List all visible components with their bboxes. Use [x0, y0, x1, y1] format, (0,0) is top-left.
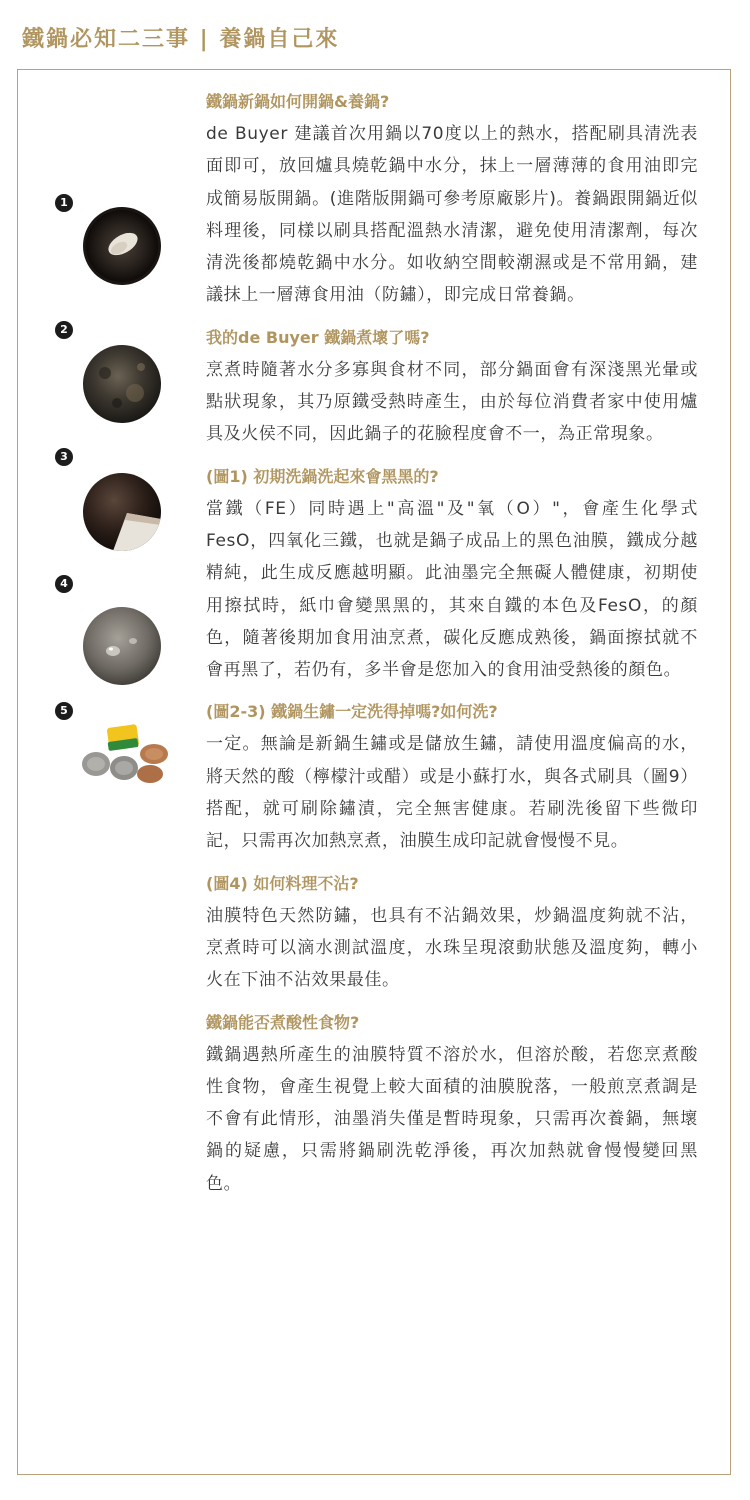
- section-body: de Buyer 建議首次用鍋以70度以上的熱水，搭配刷具清洗表面即可，放回爐具燒乾鍋中水分，抹上一層薄薄的食用油即完成簡易版開鍋。(進階版開鍋可參考原廠影片)。養鍋跟開鍋近似料理後，同樣以刷具搭配溫熱水清潔，避免使用清潔劑，每次清洗後都燒乾鍋中水分。如收納空間較潮濕或是不常用鍋，建議抹上一層薄食用油（防鏽），即完成日常養鍋。: [206, 124, 698, 306]
- section-heading: (圖2-3) 鐵鍋生鏽一定洗得掉嗎?如何洗?: [206, 702, 498, 722]
- section-body: 當鐵（FE）同時遇上"高溫"及"氧（O）"，會產生化學式FesO，四氧化三鐵，也就是鍋子成品上的黑色油膜，鐵成分越精純，此生成反應越明顯。此油墨完全無礙人體健康，初期使用擦拭時，紙巾會變黑黑的，其來自鐵的本色及FesO，的顏色，隨著後期加食用油烹煮，碳化反應成熟後，鍋面擦拭就不會再黑了，若仍有，多半會是您加入的食用油受熱後的顏色。: [206, 498, 698, 681]
- section-discoloration: [206, 326, 698, 451]
- section-body: 油膜特色天然防鏽，也具有不沾鍋效果，炒鍋溫度夠就不沾，烹煮時可以滴水測試溫度，水珠呈現滾動狀態及溫度夠，轉小火在下油不沾效果最佳。: [206, 905, 698, 991]
- section-black-residue: [206, 465, 698, 687]
- section-body: 一定。無論是新鍋生鏽或是儲放生鏽，請使用溫度偏高的水，將天然的酸（檸檬汁或醋）或是小蘇打水，與各式刷具（圖9）搭配，就可刷除鏽漬，完全無害健康。若刷洗後留下些微印記，只需再次加熱烹煮，油膜生成印記就會慢慢不見。: [206, 734, 698, 852]
- photo-seasoned-pan-surface: [83, 345, 161, 423]
- section-acidic-food: [206, 1011, 698, 1200]
- article-content: [206, 90, 698, 1214]
- page-title: 鐵鍋必知二三事 | 養鍋自己來: [22, 27, 340, 52]
- section-heading: (圖1) 初期洗鍋洗起來會黑黑的?: [206, 466, 439, 486]
- section-non-stick: [206, 872, 698, 997]
- photo-scrub-tools: [78, 720, 178, 790]
- marker-number-2: 2: [55, 321, 73, 339]
- marker-number-5: 5: [55, 702, 73, 720]
- section-heading: 鐵鍋新鍋如何開鍋&養鍋?: [206, 92, 390, 111]
- photo-pan-oil-cloth: [83, 207, 161, 285]
- section-heading: (圖4) 如何料理不沾?: [206, 873, 359, 893]
- section-seasoning: [206, 90, 698, 312]
- marker-number-4: 4: [55, 575, 73, 593]
- section-rust: [206, 700, 698, 857]
- photo-water-droplet: [83, 607, 161, 685]
- marker-number-1: 1: [55, 194, 73, 212]
- section-body: 鐵鍋遇熱所產生的油膜特質不溶於水，但溶於酸，若您烹煮酸性食物，會產生視覺上較大面積的油膜脫落，一般煎烹煮調是不會有此情形，油墨消失僅是暫時現象，只需再次養鍋，無壞鍋的疑慮，只需將鍋刷洗乾淨後，再次加熱就會慢慢變回黑色。: [206, 1044, 698, 1194]
- marker-number-3: 3: [55, 448, 73, 466]
- section-heading: 鐵鍋能否煮酸性食物?: [206, 1012, 360, 1032]
- section-body: 烹煮時隨著水分多寡與食材不同，部分鍋面會有深淺黑光暈或點狀現象，其乃原鐵受熱時產生，由於每位消費者家中使用爐具及火侯不同，因此鍋子的花臉程度會不一，為正常現象。: [206, 359, 698, 445]
- photo-pan-paper-towel: [83, 473, 161, 551]
- section-heading: 我的de Buyer 鐵鍋煮壞了嗎?: [206, 327, 430, 347]
